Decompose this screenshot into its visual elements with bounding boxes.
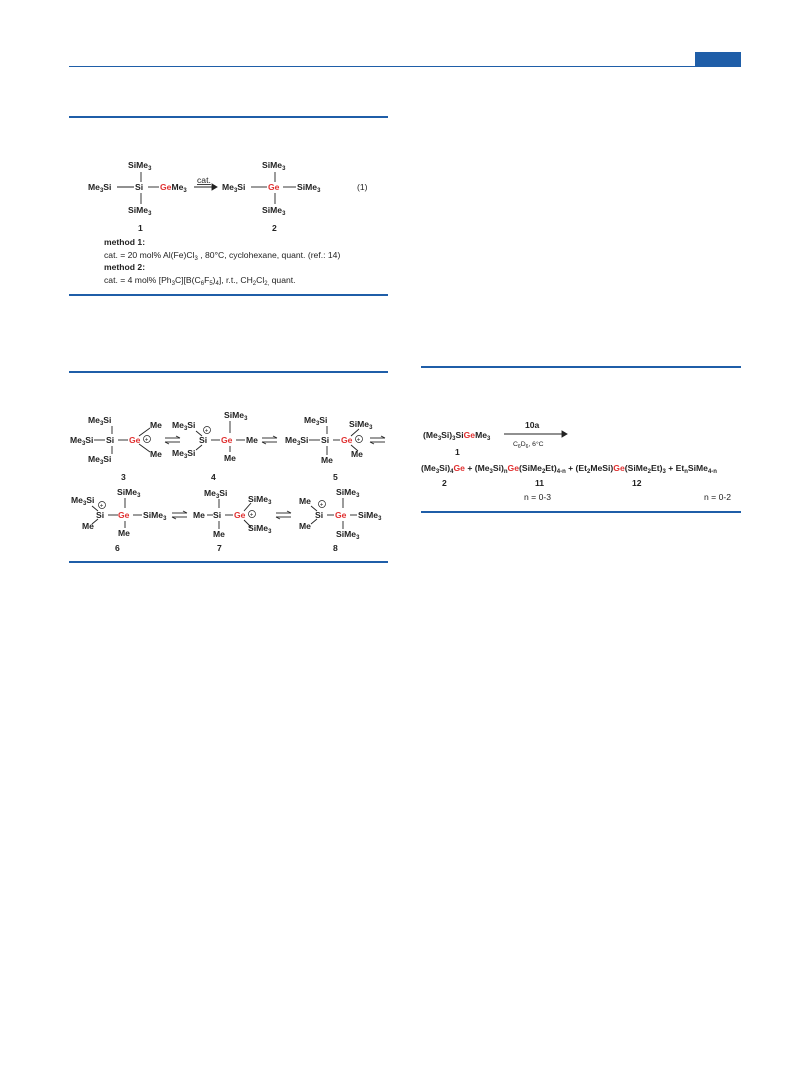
- product-label: 2: [272, 223, 277, 233]
- label-3: 3: [121, 472, 126, 482]
- svg-text:Me: Me: [299, 496, 311, 506]
- product-center-atom: Ge: [268, 182, 280, 192]
- svg-text:Me3Si: $Me_3Si$: [88, 454, 112, 466]
- label-7: 7: [217, 543, 222, 553]
- svg-text:+: +: [249, 512, 254, 519]
- scheme3-conditions: $C_6D_6$, 6°C: [513, 441, 544, 450]
- scheme3-reagent: 10a: [525, 420, 540, 430]
- svg-text:Me: Me: [150, 420, 162, 430]
- svg-text:Me: Me: [118, 528, 130, 538]
- reactant-left-group: $Me_3Si$: [88, 182, 112, 194]
- reactant-top-group: SiMe$_3$: [128, 160, 152, 172]
- svg-text:Si: Si: [315, 510, 324, 520]
- svg-text:Ge: Ge: [234, 510, 246, 520]
- svg-text:Si: Si: [96, 510, 105, 520]
- svg-text:Me3Si: $Me_3Si$: [88, 415, 112, 427]
- svg-text:SiMe3: SiMe$_3$: [336, 487, 360, 499]
- label-6: 6: [115, 543, 120, 553]
- method2-title: method 2:: [104, 262, 146, 272]
- method2-text: cat. = 4 mol% $[Ph_3C][B(C_6F_5)_4]$, r.t., $CH_2Cl_{2,}$ quant.: [104, 275, 296, 287]
- product-left-group: $Me_3Si$: [222, 182, 246, 194]
- svg-text:Me: Me: [351, 449, 363, 459]
- svg-text:+: +: [99, 503, 104, 510]
- svg-text:Me: Me: [299, 521, 311, 531]
- svg-text:Si: Si: [213, 510, 222, 520]
- scheme3-reactant-label: 1: [455, 447, 460, 457]
- scheme3-label-2: 2: [442, 478, 447, 488]
- svg-text:SiMe3: SiMe$_3$: [224, 410, 248, 422]
- scheme3-n-range-1: n = 0-3: [524, 492, 551, 502]
- svg-text:Me3Si: $Me_3Si$: [172, 448, 196, 460]
- scheme3-label-12: 12: [632, 478, 642, 488]
- svg-text:Me: Me: [82, 521, 94, 531]
- svg-text:Me: Me: [150, 449, 162, 459]
- method1-title: method 1:: [104, 237, 146, 247]
- svg-text:Me3Si: $Me_3Si$: [172, 420, 196, 432]
- svg-text:Me3Si: $Me_3Si$: [285, 435, 309, 447]
- scheme3-n-range-2: n = 0-2: [704, 492, 731, 502]
- arrow-label: cat.: [197, 175, 211, 185]
- svg-text:Me: Me: [193, 510, 205, 520]
- reactant-bottom-group: SiMe$_3$: [128, 205, 152, 217]
- svg-text:Me: Me: [213, 529, 225, 539]
- svg-text:Me3Si: $Me_3Si$: [70, 435, 94, 447]
- svg-text:Ge: Ge: [118, 510, 130, 520]
- product-right-group: SiMe$_3$: [297, 182, 321, 194]
- svg-text:Ge: Ge: [129, 435, 141, 445]
- svg-text:+: +: [144, 437, 149, 444]
- svg-text:Me3Si: $Me_3Si$: [71, 495, 95, 507]
- svg-text:SiMe3: SiMe$_3$: [143, 510, 167, 522]
- svg-text:Ge: Ge: [341, 435, 353, 445]
- method1-text: cat. = 20 mol% $Al(Fe)Cl_3$ , 80°C, cyclohexane, quant. (ref.: 14): [104, 250, 341, 262]
- scheme3-products: $(Me_3Si)_4Ge$ + $(Me_3Si)_nGe(SiMe_2Et)_{4-n}$ + $(Et_2MeSi)Ge(SiMe_2Et)_3$ + $Et_nSiMe_{4-n}$: [421, 463, 717, 475]
- svg-text:+: +: [319, 502, 324, 509]
- svg-text:Me: Me: [321, 455, 333, 465]
- reactant-label: 1: [138, 223, 143, 233]
- reactant-center-atom: Si: [135, 182, 144, 192]
- svg-text:SiMe3: SiMe$_3$: [358, 510, 382, 522]
- product-bottom-group: SiMe$_3$: [262, 205, 286, 217]
- svg-text:SiMe3: SiMe$_3$: [349, 419, 373, 431]
- svg-text:+: +: [204, 428, 209, 435]
- reactant-ge-group: GeMe$_3$: [160, 182, 187, 194]
- svg-text:Me: Me: [246, 435, 258, 445]
- label-4: 4: [211, 472, 216, 482]
- svg-text:Ge: Ge: [335, 510, 347, 520]
- svg-text:Si: Si: [321, 435, 330, 445]
- svg-text:Ge: Ge: [221, 435, 233, 445]
- svg-text:SiMe3: SiMe$_3$: [248, 523, 272, 535]
- svg-text:SiMe3: SiMe$_3$: [248, 494, 272, 506]
- svg-text:Si: Si: [199, 435, 208, 445]
- svg-text:Me3Si: $Me_3Si$: [304, 415, 328, 427]
- label-8: 8: [333, 543, 338, 553]
- equation-number: (1): [357, 182, 368, 192]
- svg-text:Me3Si: $Me_3Si$: [204, 488, 228, 500]
- svg-text:Si: Si: [106, 435, 115, 445]
- scheme3-reactant: $(Me_3Si)_3SiGeMe_3$: [423, 430, 491, 442]
- svg-text:+: +: [356, 437, 361, 444]
- svg-text:SiMe3: SiMe$_3$: [336, 529, 360, 541]
- product-top-group: SiMe$_3$: [262, 160, 286, 172]
- scheme3-label-11: 11: [535, 478, 545, 488]
- label-5: 5: [333, 472, 338, 482]
- svg-text:Me: Me: [224, 453, 236, 463]
- svg-text:SiMe3: SiMe$_3$: [117, 487, 141, 499]
